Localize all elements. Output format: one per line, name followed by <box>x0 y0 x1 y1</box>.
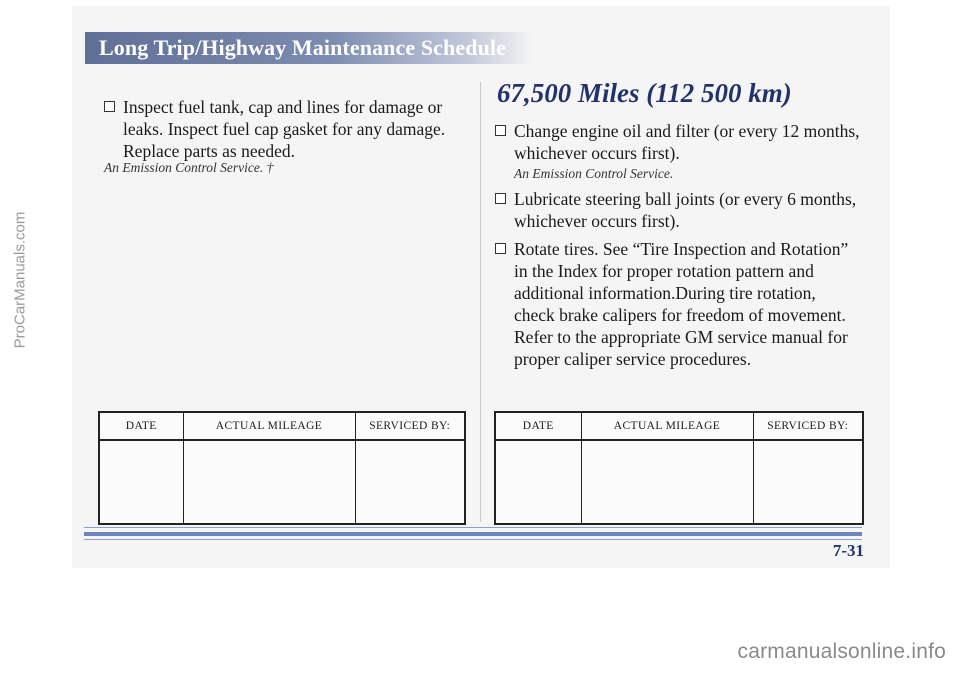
column-header-serviced-by: SERVICED BY: <box>753 412 863 440</box>
side-watermark <box>6 160 34 400</box>
service-log-table-right <box>494 411 864 525</box>
emission-note: An Emission Control Service. <box>514 166 674 181</box>
checkbox[interactable] <box>495 243 506 254</box>
mileage-entry-cell[interactable] <box>183 440 355 524</box>
page-title: Long Trip/Highway Maintenance Schedule <box>99 35 506 60</box>
footer-rule-thick <box>84 532 862 536</box>
footer-brand-text[interactable]: carmanualsonline.info <box>737 640 946 663</box>
section-title-67500-miles: 67,500 Miles (112 500 km) <box>497 78 792 108</box>
checklist-item-fuel-inspection <box>104 96 464 162</box>
column-header-serviced-by: SERVICED BY: <box>355 412 465 440</box>
service-log-table-left <box>98 411 466 525</box>
column-header-date: DATE <box>99 412 183 440</box>
date-entry-cell[interactable] <box>495 440 581 524</box>
checklist-item-oil-change <box>495 120 860 164</box>
mileage-entry-cell[interactable] <box>581 440 753 524</box>
item-text: Lubricate steering ball joints (or every 6 months, whichever occurs first). <box>514 189 857 231</box>
checklist-item-steering-lubrication <box>495 188 860 232</box>
footer-rule-thin <box>84 539 862 540</box>
watermark-text: ProCarManuals.com <box>11 211 29 349</box>
column-header-actual-mileage: ACTUAL MILEAGE <box>581 412 753 440</box>
column-header-date: DATE <box>495 412 581 440</box>
checkbox[interactable] <box>495 193 506 204</box>
checkbox[interactable] <box>495 125 506 136</box>
emission-note: An Emission Control Service. † <box>104 160 274 175</box>
serviced-by-entry-cell[interactable] <box>355 440 465 524</box>
checklist-item-tire-rotation <box>495 238 860 370</box>
item-text: Rotate tires. See “Tire Inspection and Rotation” in the Index for proper rotation pattern and additional information.During tire rotation, check brake calipers for freedom of movement. Refer to the appropriate GM service manual for proper caliper service procedures. <box>514 239 849 369</box>
item-text: Change engine oil and filter (or every 12 months, whichever occurs first). <box>514 121 860 163</box>
checkbox[interactable] <box>104 101 115 112</box>
page-number: 7-31 <box>832 541 864 560</box>
column-divider <box>480 82 481 522</box>
date-entry-cell[interactable] <box>99 440 183 524</box>
header-banner <box>85 32 535 64</box>
column-header-actual-mileage: ACTUAL MILEAGE <box>183 412 355 440</box>
serviced-by-entry-cell[interactable] <box>753 440 863 524</box>
footer-rule-thin <box>84 527 862 528</box>
item-text: Inspect fuel tank, cap and lines for damage or leaks. Inspect fuel cap gasket for any damage. Replace parts as needed. <box>123 97 446 161</box>
